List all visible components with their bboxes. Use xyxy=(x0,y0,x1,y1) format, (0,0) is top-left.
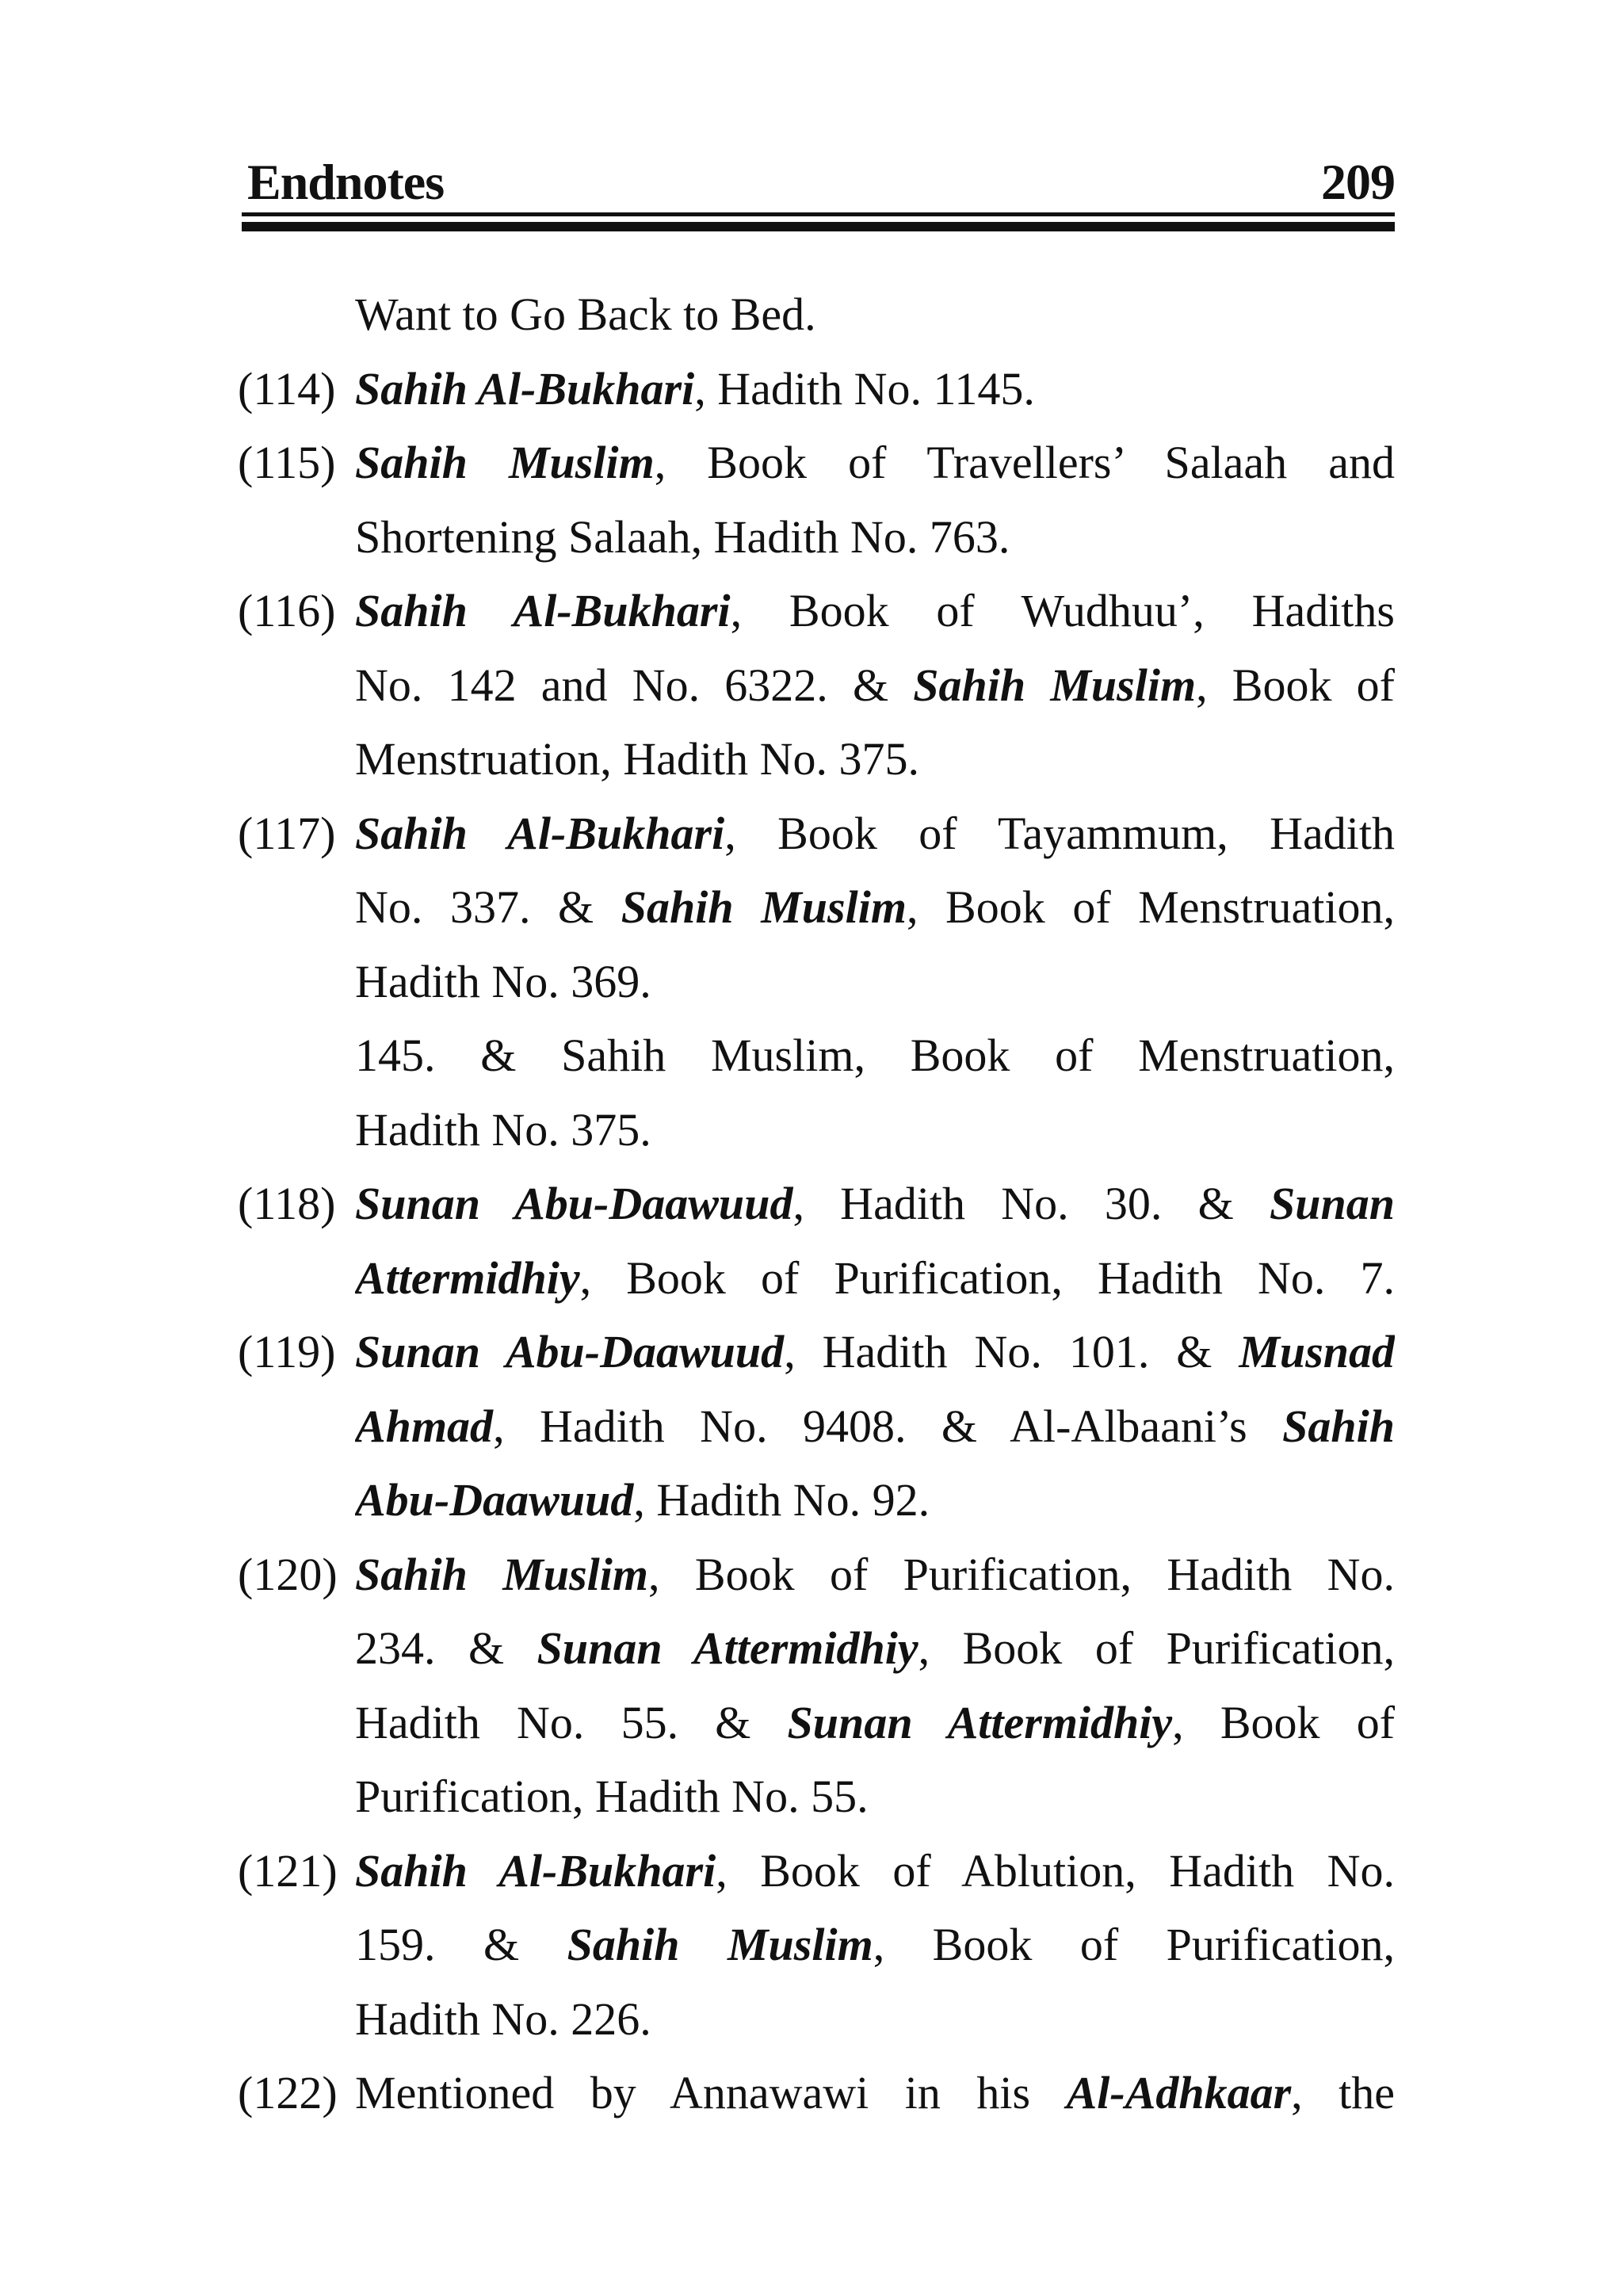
endnote-line xyxy=(355,1018,1395,1093)
citation-text: Hadith No. 226. xyxy=(355,1992,651,2045)
endnote-line xyxy=(355,500,1395,575)
endnote xyxy=(238,1538,1395,1834)
source-title: Sahih Al-Bukhari xyxy=(355,1844,716,1897)
endnote-number: (116) xyxy=(238,585,336,636)
endnote xyxy=(238,1167,1395,1315)
source-title: Sunan Abu-Daawuud xyxy=(355,1326,785,1377)
citation-text: , Book of Purification, xyxy=(873,1919,1395,1970)
endnote xyxy=(238,426,1395,574)
citation-text: , the xyxy=(1291,2067,1395,2118)
source-title: Sahih Muslim xyxy=(567,1919,873,1970)
citation-text: No. 142 and No. 6322. & xyxy=(355,659,914,711)
endnote-number: (115) xyxy=(238,437,336,488)
source-title: Sunan Attermidhiy xyxy=(537,1622,918,1674)
source-title: Sahih Al-Bukhari xyxy=(355,362,695,415)
source-title: Sahih Muslim xyxy=(621,881,907,933)
citation-text: , Hadith No. 30. & xyxy=(792,1178,1270,1229)
endnote-line xyxy=(355,1982,1395,2057)
source-title: Ahmad xyxy=(355,1400,494,1452)
header-rule-thick xyxy=(242,222,1395,231)
source-title: Attermidhiy xyxy=(355,1251,580,1304)
citation-text: Want to Go Back to Bed. xyxy=(355,288,816,340)
source-title: Abu-Daawuud xyxy=(355,1474,634,1526)
endnote-line xyxy=(355,1463,1395,1538)
endnote-number: (121) xyxy=(238,1844,338,1897)
endnotes-list xyxy=(238,277,1395,2130)
citation-text: Menstruation, Hadith No. 375. xyxy=(355,733,920,785)
source-title: Sunan Abu-Daawuud xyxy=(355,1178,793,1229)
source-title: Musnad xyxy=(1239,1326,1395,1377)
citation-text: Shortening Salaah, Hadith No. 763. xyxy=(355,510,1010,563)
endnote-number: (120) xyxy=(238,1548,338,1600)
page-title: Endnotes xyxy=(247,154,445,210)
endnote-line xyxy=(355,1538,1395,1612)
endnote-line xyxy=(355,1315,1395,1389)
endnote xyxy=(238,1315,1395,1538)
endnote-line xyxy=(355,1759,1395,1834)
endnote-line xyxy=(355,1611,1395,1686)
endnote-line xyxy=(355,1908,1395,1982)
endnote-line xyxy=(355,1241,1395,1316)
endnote-number: (119) xyxy=(238,1326,336,1377)
citation-text: , Book of Wudhuu’, Hadiths xyxy=(730,585,1395,636)
endnote-line xyxy=(355,2056,1395,2130)
citation-text: Mentioned by Annawawi in his xyxy=(355,2067,1067,2118)
citation-text: , Book of Purification, xyxy=(918,1622,1395,1674)
citation-text: 159. & xyxy=(355,1919,567,1970)
header-rule-thin xyxy=(242,212,1395,216)
citation-text: No. 337. & xyxy=(355,881,621,933)
source-title: Sunan xyxy=(1269,1178,1395,1229)
source-title: Sahih Muslim xyxy=(355,437,655,488)
citation-text: , Book of Purification, Hadith No. 7. xyxy=(579,1251,1395,1304)
source-title: Sahih Al-Bukhari xyxy=(355,807,725,859)
citation-text: Hadith No. 375. xyxy=(355,1103,651,1156)
endnote-line xyxy=(355,352,1395,426)
endnote xyxy=(238,277,1395,352)
page-number: 209 xyxy=(1321,154,1395,210)
endnote xyxy=(238,352,1395,426)
citation-text: , Hadith No. 9408. & Al-Albaani’s xyxy=(493,1400,1283,1452)
source-title: Sahih Al-Bukhari xyxy=(355,585,731,636)
endnote-line xyxy=(355,277,1395,352)
citation-text: , Hadith No. 92. xyxy=(633,1474,930,1526)
endnote xyxy=(238,1834,1395,2057)
endnote-number: (114) xyxy=(238,362,336,415)
citation-text: , Book of Purification, Hadith No. xyxy=(648,1548,1395,1600)
citation-text: Purification, Hadith No. 55. xyxy=(355,1771,869,1822)
endnote xyxy=(238,574,1395,797)
endnote xyxy=(238,2056,1395,2130)
citation-text: 234. & xyxy=(355,1622,537,1674)
endnote-line xyxy=(355,574,1395,648)
source-title: Al-Adhkaar xyxy=(1066,2067,1292,2118)
citation-text: Hadith No. 55. & xyxy=(355,1696,788,1748)
endnote-line xyxy=(355,870,1395,945)
endnote-line xyxy=(355,1167,1395,1241)
source-title: Sahih xyxy=(1282,1400,1395,1452)
source-title: Sunan Attermidhiy xyxy=(787,1696,1173,1748)
endnote-number: (118) xyxy=(238,1178,336,1229)
endnote-line xyxy=(355,1686,1395,1760)
source-title: Sahih Muslim xyxy=(913,659,1197,711)
citation-text: Hadith No. 369. xyxy=(355,955,651,1007)
endnote-number: (122) xyxy=(238,2067,338,2118)
endnote-line xyxy=(355,1093,1395,1167)
citation-text: , Hadith No. 1145. xyxy=(694,362,1035,415)
citation-text: 145. & Sahih Muslim, Book of Menstruation, xyxy=(355,1030,1395,1081)
citation-text: , Book of xyxy=(1172,1696,1395,1748)
endnote-number: (117) xyxy=(238,807,336,859)
endnote-line xyxy=(355,945,1395,1019)
endnote-line xyxy=(355,797,1395,871)
endnote-line xyxy=(355,648,1395,723)
endnote-line xyxy=(355,426,1395,500)
endnote-line xyxy=(355,1389,1395,1464)
citation-text: , Book of xyxy=(1196,659,1395,711)
citation-text: , Book of Travellers’ Salaah and xyxy=(654,437,1395,488)
endnote xyxy=(238,797,1395,1167)
source-title: Sahih Muslim xyxy=(355,1548,649,1600)
endnote-line xyxy=(355,722,1395,797)
citation-text: , Book of Menstruation, xyxy=(906,881,1395,933)
running-head xyxy=(247,151,1395,214)
endnote-line xyxy=(355,1834,1395,1908)
citation-text: , Book of Ablution, Hadith No. xyxy=(716,1844,1395,1897)
citation-text: , Hadith No. 101. & xyxy=(784,1326,1239,1377)
citation-text: , Book of Tayammum, Hadith xyxy=(724,807,1395,859)
